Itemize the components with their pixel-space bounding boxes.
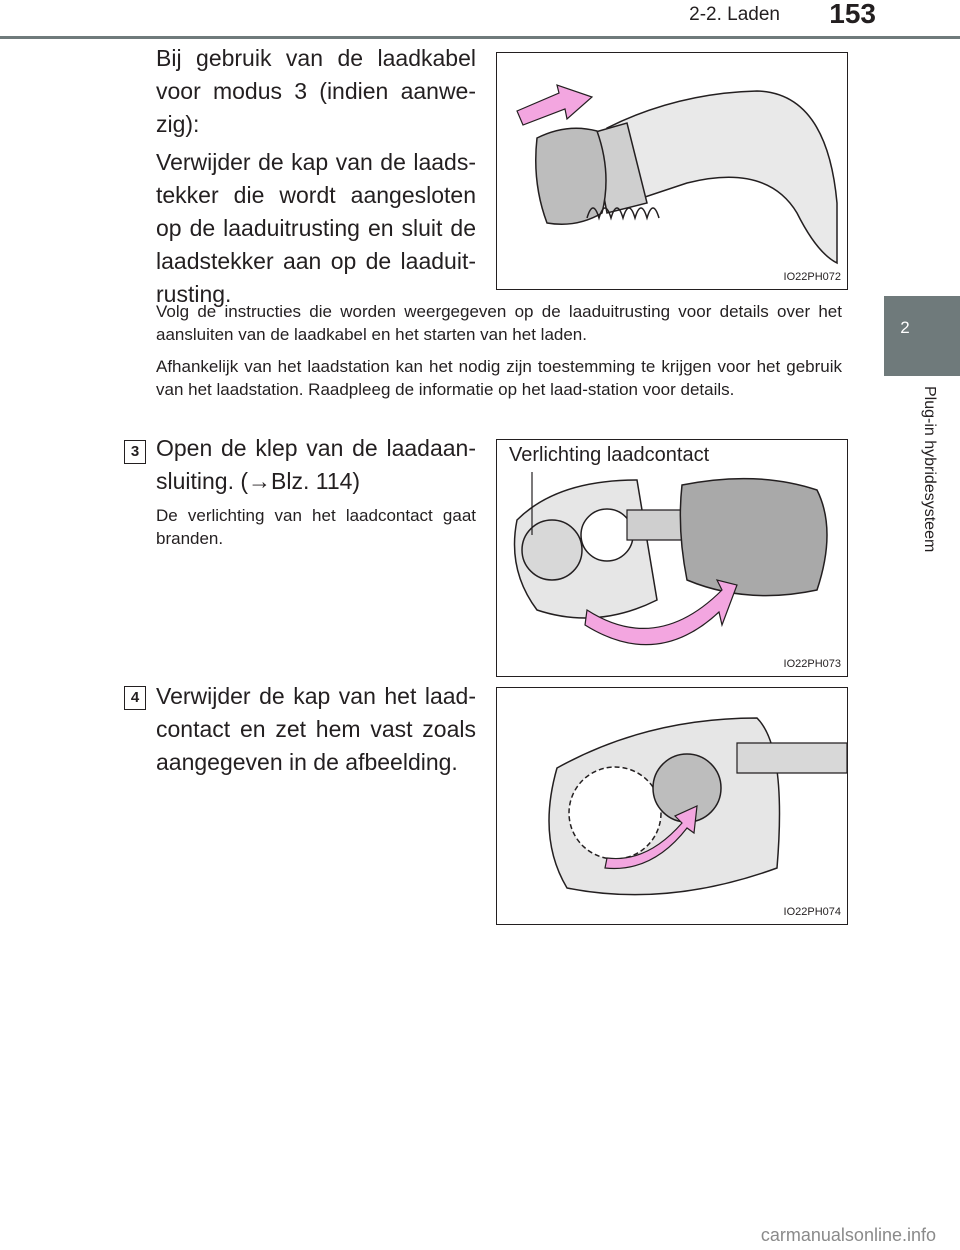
figure-charging-port-cap [496, 687, 848, 925]
intro-paragraph-1: Bij gebruik van de laadkabel voor modus 3 (indien aanwe-zig): [156, 45, 476, 137]
page-number: 153 [829, 0, 876, 29]
figure-code: IO22PH074 [783, 906, 841, 918]
figure-callout-label: Verlichting laadcontact [509, 444, 710, 466]
figure-code: IO22PH072 [783, 271, 841, 283]
chapter-title: Plug-in hybridesysteem [921, 386, 938, 553]
step-number-4: 4 [124, 686, 146, 710]
step-3-text: Open de klep van de laadaan-sluiting. (→Blz. 114) [156, 435, 476, 494]
intro-paragraph-2: Verwijder de kap van de laads-tekker die wordt aangesloten op de laaduitrusting en sluit de laadstekker aan op de laaduit-rusting. [156, 149, 476, 307]
footer-watermark: carmanualsonline.info [760, 1225, 936, 1245]
figure-charging-plug [496, 52, 848, 290]
note-instructions: Volg de instructies die worden weergegeven op de laaduitrusting voor details over het aansluiten van de laadkabel en het starten van het laden. [156, 302, 842, 344]
section-label: 2-2. Laden [689, 4, 780, 25]
chapter-number: 2 [900, 318, 910, 337]
step-3-note: De verlichting van het laadcontact gaat branden. [156, 506, 476, 548]
charging-plug-illustration [497, 53, 847, 289]
header-rule [0, 36, 960, 39]
figure-code: IO22PH073 [783, 658, 841, 670]
figure-charging-port-lid [496, 439, 848, 677]
note-authorization: Afhankelijk van het laadstation kan het nodig zijn toestemming te krijgen voor het gebruik van het laadstation. Raadpleeg de informatie op het laad-station voor details. [156, 357, 842, 399]
charging-port-lid-illustration [497, 440, 847, 676]
charging-port-cap-illustration [497, 688, 847, 924]
step-4-text: Verwijder de kap van het laad-contact en zet hem vast zoals aangegeven in de afbeelding. [156, 683, 476, 775]
step-number-3: 3 [124, 440, 146, 464]
